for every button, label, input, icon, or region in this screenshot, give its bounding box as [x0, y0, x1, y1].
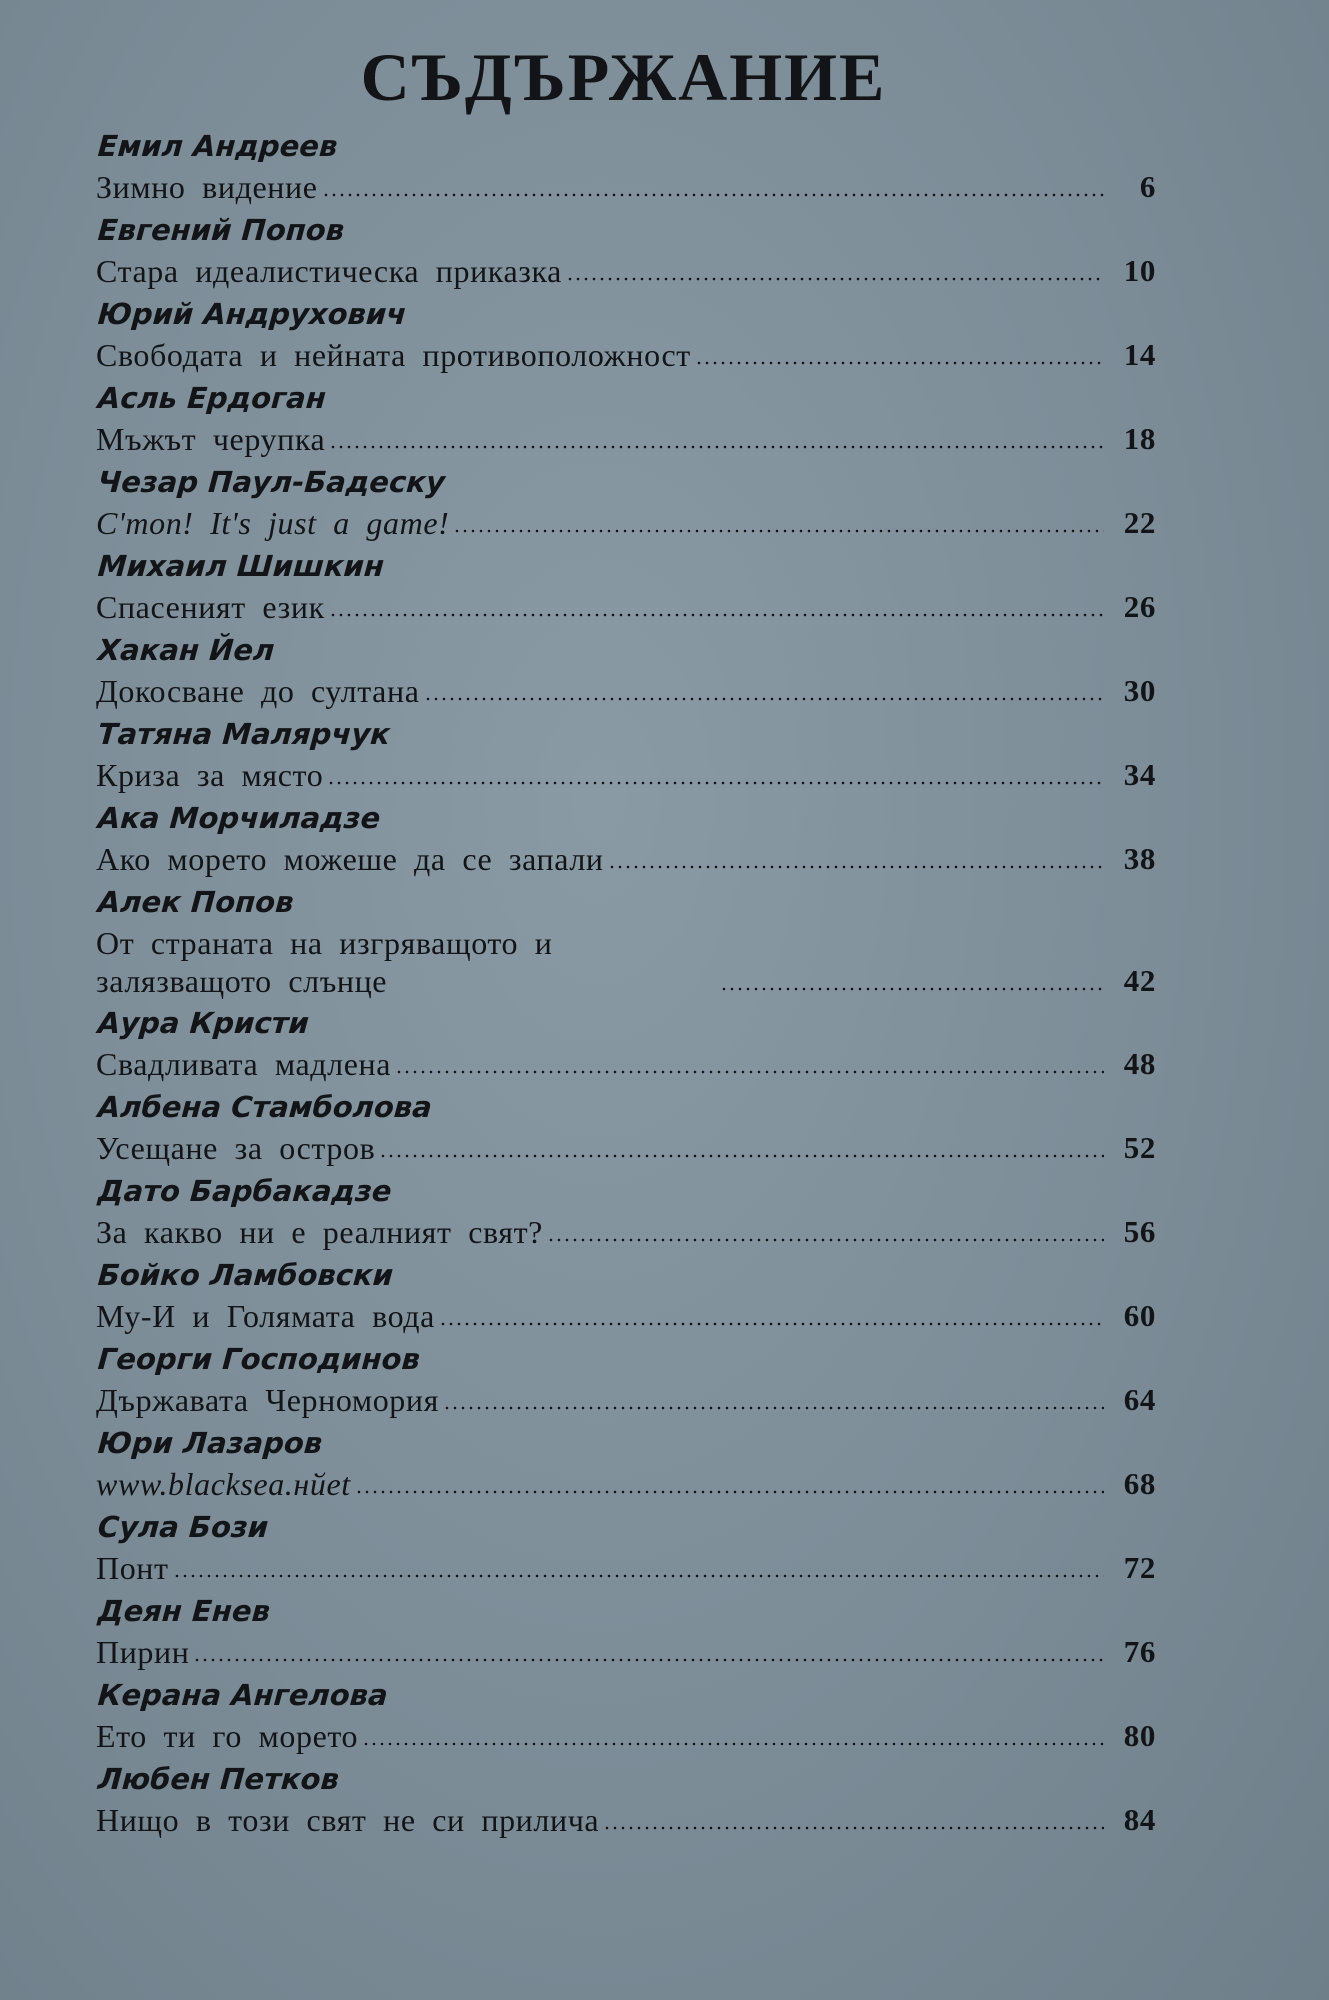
toc-line: [96, 1127, 1156, 1167]
toc-entry: [92, 1761, 1156, 1845]
toc-line: [96, 418, 1156, 458]
author-name: Керана Ангелова: [96, 1678, 389, 1712]
work-title: За какво ни е реалният свят?: [96, 1214, 543, 1250]
author-name: Сула Бози: [96, 1510, 270, 1544]
page-number: 6: [1139, 169, 1156, 204]
author-name: Хакан Йел: [96, 633, 276, 667]
author-name: Албена Стамболова: [96, 1090, 434, 1124]
toc-entry: [92, 1677, 1156, 1761]
dot-leader: [329, 613, 1104, 617]
page-number: 76: [1123, 1634, 1156, 1669]
toc-entry: [92, 548, 1156, 632]
toc-line: [96, 1715, 1156, 1755]
author-name: Чезар Паул-Бадеску: [96, 465, 447, 499]
work-title: Пирин: [96, 1634, 190, 1670]
dot-leader: [443, 1406, 1104, 1410]
dot-leader: [327, 781, 1104, 785]
work-title: Криза за място: [96, 757, 324, 793]
dot-leader: [608, 865, 1104, 869]
author-name: Ака Морчиладзе: [96, 801, 382, 835]
toc-line: [96, 166, 1156, 206]
toc-entry: [92, 800, 1156, 884]
dot-leader: [439, 1322, 1104, 1326]
dot-leader: [695, 361, 1104, 365]
toc-entry: [92, 296, 1156, 380]
work-title: Свободата и нейната противоположност: [96, 337, 691, 373]
work-title: От страната на изгряващото и залязващото слънце: [96, 925, 553, 999]
page-number: 14: [1123, 337, 1156, 372]
table-of-contents: [92, 128, 1156, 1845]
work-title: Понт: [96, 1550, 169, 1586]
dot-leader: [322, 193, 1104, 197]
dot-leader: [362, 1742, 1104, 1746]
work-title: Ако морето можеше да се запали: [96, 841, 604, 877]
author-name: Юри Лазаров: [96, 1426, 324, 1460]
toc-line: [96, 1631, 1156, 1671]
work-title: www.blacksea.нйet: [96, 1466, 351, 1502]
toc-entry: [92, 1257, 1156, 1341]
dot-leader: [566, 277, 1104, 281]
work-title: Държавата Черномория: [96, 1382, 439, 1418]
dot-leader: [173, 1574, 1104, 1578]
author-name: Дато Барбакадзе: [96, 1174, 393, 1208]
work-title: Зимно видение: [96, 169, 318, 205]
page-number: 18: [1123, 421, 1156, 456]
page-title: СЪДЪРЖАНИЕ: [360, 39, 887, 115]
toc-line: [96, 1379, 1156, 1419]
work-title: Нищо в този свят не си прилича: [96, 1802, 600, 1838]
work-title: Свадливата мадлена: [96, 1046, 392, 1082]
toc-line: [96, 586, 1156, 626]
author-name: Михаил Шишкин: [96, 549, 386, 583]
page-number: 60: [1123, 1298, 1156, 1333]
dot-leader: [329, 445, 1104, 449]
toc-line: [96, 1211, 1156, 1251]
toc-entry: [92, 884, 1156, 1005]
page-number: 68: [1123, 1466, 1156, 1501]
page-number: 64: [1123, 1382, 1156, 1417]
page-number: 26: [1123, 589, 1156, 624]
toc-entry: [92, 1425, 1156, 1509]
work-title: Мъжът черупка: [96, 421, 326, 457]
toc-line: [96, 1043, 1156, 1083]
work-title: Ето ти го морето: [96, 1718, 359, 1754]
toc-line: [96, 754, 1156, 794]
toc-line: [96, 922, 1156, 1000]
toc-entry: [92, 1173, 1156, 1257]
dot-leader: [379, 1154, 1104, 1158]
toc-entry: [92, 128, 1156, 212]
author-name: Георги Господинов: [96, 1342, 422, 1376]
page-number: 10: [1123, 253, 1156, 288]
dot-leader: [424, 697, 1105, 701]
toc-line: [96, 1295, 1156, 1335]
toc-entry: [92, 1005, 1156, 1089]
author-name: Евгений Попов: [96, 213, 346, 247]
work-title: Усещане за остров: [96, 1130, 376, 1166]
dot-leader: [395, 1070, 1104, 1074]
author-name: Емил Андреев: [96, 129, 339, 163]
toc-line: [96, 1463, 1156, 1503]
toc-entry: [92, 464, 1156, 548]
toc-entry: [92, 212, 1156, 296]
toc-entry: [92, 1593, 1156, 1677]
page-number: 34: [1123, 757, 1156, 792]
toc-line: [96, 1799, 1156, 1839]
toc-entry: [92, 716, 1156, 800]
author-name: Алек Попов: [96, 885, 295, 919]
page-number: 56: [1123, 1214, 1156, 1249]
work-title: Му-И и Голямата вода: [96, 1298, 435, 1334]
dot-leader: [193, 1658, 1104, 1662]
page-number: 84: [1123, 1802, 1156, 1837]
author-name: Деян Енев: [96, 1594, 272, 1628]
page-number: 80: [1123, 1718, 1156, 1753]
toc-line: [96, 502, 1156, 542]
page-number: 22: [1123, 505, 1156, 540]
toc-line: [96, 670, 1156, 710]
work-title: Докосване до султана: [96, 673, 420, 709]
dot-leader: [720, 987, 1104, 991]
page-number: 38: [1123, 841, 1156, 876]
page-number: 52: [1123, 1130, 1156, 1165]
page-number: 72: [1123, 1550, 1156, 1585]
dot-leader: [355, 1490, 1104, 1494]
author-name: Аура Кристи: [96, 1006, 311, 1040]
author-name: Татяна Малярчук: [96, 717, 392, 751]
page-number: 30: [1123, 673, 1156, 708]
work-title: Стара идеалистическа приказка: [96, 253, 562, 289]
author-name: Асль Ердоган: [96, 381, 328, 415]
toc-entry: [92, 632, 1156, 716]
toc-entry: [92, 1089, 1156, 1173]
page-number: 48: [1123, 1046, 1156, 1081]
dot-leader: [603, 1826, 1104, 1830]
toc-entry: [92, 380, 1156, 464]
author-name: Любен Петков: [96, 1762, 341, 1796]
page-number: 42: [1123, 963, 1156, 998]
toc-line: [96, 838, 1156, 878]
toc-line: [96, 1547, 1156, 1587]
toc-entry: [92, 1509, 1156, 1593]
author-name: Бойко Ламбовски: [96, 1258, 395, 1292]
work-title: Спасеният език: [96, 589, 325, 625]
author-name: Юрий Андрухович: [96, 297, 408, 331]
toc-line: [96, 334, 1156, 374]
toc-line: [96, 250, 1156, 290]
dot-leader: [453, 529, 1104, 533]
work-title: C'mon! It's just a game!: [96, 505, 450, 541]
toc-entry: [92, 1341, 1156, 1425]
dot-leader: [547, 1238, 1104, 1242]
